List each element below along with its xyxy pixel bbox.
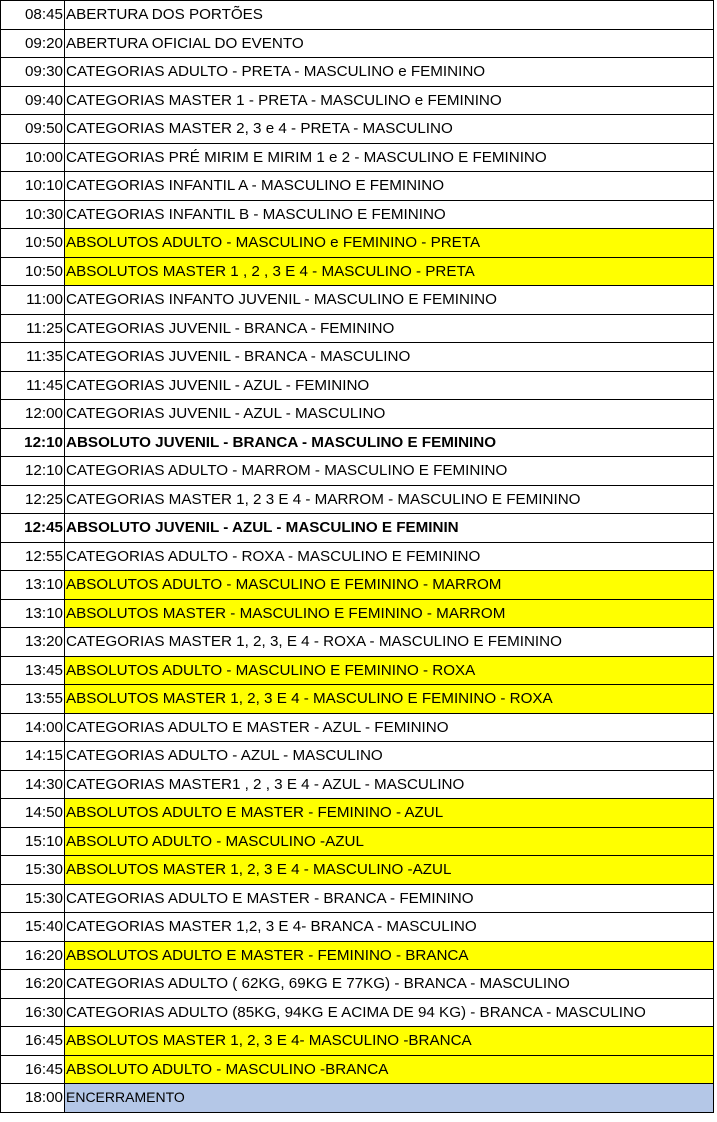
schedule-event-cell: ABERTURA OFICIAL DO EVENTO: [65, 29, 714, 58]
schedule-row: [1, 115, 714, 144]
schedule-row: [1, 229, 714, 258]
schedule-time-cell: 14:30: [1, 770, 65, 799]
schedule-time-cell: 15:30: [1, 856, 65, 885]
schedule-time-cell: 13:55: [1, 685, 65, 714]
schedule-row: [1, 770, 714, 799]
schedule-row: [1, 884, 714, 913]
schedule-event-cell: CATEGORIAS ADULTO - MARROM - MASCULINO E FEMININO: [65, 457, 714, 486]
schedule-event-cell: CATEGORIAS MASTER 1, 2 3 E 4 - MARROM - MASCULINO E FEMININO: [65, 485, 714, 514]
schedule-time-cell: 13:10: [1, 571, 65, 600]
schedule-time-cell: 09:20: [1, 29, 65, 58]
schedule-event-cell: ABSOLUTOS MASTER 1, 2, 3 E 4- MASCULINO -BRANCA: [65, 1027, 714, 1056]
schedule-event-cell: CATEGORIAS PRÉ MIRIM E MIRIM 1 e 2 - MASCULINO E FEMININO: [65, 143, 714, 172]
schedule-event-cell: ABSOLUTOS MASTER - MASCULINO E FEMININO - MARROM: [65, 599, 714, 628]
schedule-row: [1, 571, 714, 600]
schedule-event-cell: CATEGORIAS MASTER 1, 2, 3, E 4 - ROXA - MASCULINO E FEMININO: [65, 628, 714, 657]
schedule-time-cell: 13:20: [1, 628, 65, 657]
schedule-event-cell: CATEGORIAS MASTER 2, 3 e 4 - PRETA - MASCULINO: [65, 115, 714, 144]
schedule-time-cell: 10:30: [1, 200, 65, 229]
schedule-row: [1, 542, 714, 571]
schedule-time-cell: 14:50: [1, 799, 65, 828]
schedule-event-cell: CATEGORIAS INFANTIL B - MASCULINO E FEMININO: [65, 200, 714, 229]
schedule-event-cell: CATEGORIAS ADULTO E MASTER - AZUL - FEMININO: [65, 713, 714, 742]
schedule-event-cell: ABSOLUTOS MASTER 1 , 2 , 3 E 4 - MASCULINO - PRETA: [65, 257, 714, 286]
schedule-row: [1, 799, 714, 828]
schedule-event-cell: CATEGORIAS ADULTO - ROXA - MASCULINO E FEMININO: [65, 542, 714, 571]
schedule-row: [1, 200, 714, 229]
schedule-row: [1, 400, 714, 429]
schedule-time-cell: 10:00: [1, 143, 65, 172]
schedule-event-cell: CATEGORIAS MASTER 1 - PRETA - MASCULINO e FEMININO: [65, 86, 714, 115]
schedule-row: [1, 1027, 714, 1056]
schedule-row: [1, 143, 714, 172]
schedule-time-cell: 10:50: [1, 229, 65, 258]
schedule-time-cell: 09:50: [1, 115, 65, 144]
schedule-time-cell: 18:00: [1, 1084, 65, 1113]
schedule-event-cell: CATEGORIAS MASTER 1,2, 3 E 4- BRANCA - MASCULINO: [65, 913, 714, 942]
schedule-row: [1, 599, 714, 628]
schedule-row: [1, 970, 714, 999]
schedule-time-cell: 14:15: [1, 742, 65, 771]
schedule-event-cell: ABSOLUTOS ADULTO - MASCULINO E FEMININO - ROXA: [65, 656, 714, 685]
schedule-row: [1, 343, 714, 372]
schedule-time-cell: 11:00: [1, 286, 65, 315]
schedule-event-cell: CATEGORIAS ADULTO - AZUL - MASCULINO: [65, 742, 714, 771]
schedule-time-cell: 15:10: [1, 827, 65, 856]
schedule-row: [1, 428, 714, 457]
schedule-time-cell: 09:40: [1, 86, 65, 115]
schedule-row: [1, 742, 714, 771]
schedule-event-cell: CATEGORIAS ADULTO (85KG, 94KG E ACIMA DE 94 KG) - BRANCA - MASCULINO: [65, 998, 714, 1027]
schedule-time-cell: 12:55: [1, 542, 65, 571]
schedule-event-cell: CATEGORIAS JUVENIL - AZUL - FEMININO: [65, 371, 714, 400]
schedule-row: [1, 58, 714, 87]
schedule-event-cell: CATEGORIAS MASTER1 , 2 , 3 E 4 - AZUL - MASCULINO: [65, 770, 714, 799]
schedule-event-cell: ABSOLUTO ADULTO - MASCULINO -AZUL: [65, 827, 714, 856]
schedule-row: [1, 1055, 714, 1084]
schedule-row: [1, 685, 714, 714]
schedule-event-cell: CATEGORIAS ADULTO E MASTER - BRANCA - FEMININO: [65, 884, 714, 913]
schedule-time-cell: 11:45: [1, 371, 65, 400]
schedule-time-cell: 10:10: [1, 172, 65, 201]
schedule-time-cell: 12:10: [1, 457, 65, 486]
schedule-time-cell: 15:40: [1, 913, 65, 942]
schedule-event-cell: ABSOLUTO JUVENIL - BRANCA - MASCULINO E FEMININO: [65, 428, 714, 457]
schedule-event-cell: ABSOLUTOS ADULTO - MASCULINO e FEMININO - PRETA: [65, 229, 714, 258]
schedule-row: [1, 485, 714, 514]
schedule-event-cell: ABSOLUTOS ADULTO E MASTER - FEMININO - AZUL: [65, 799, 714, 828]
schedule-row: [1, 913, 714, 942]
schedule-event-cell: ABERTURA DOS PORTÕES: [65, 1, 714, 30]
schedule-event-cell: CATEGORIAS JUVENIL - AZUL - MASCULINO: [65, 400, 714, 429]
schedule-time-cell: 13:45: [1, 656, 65, 685]
schedule-time-cell: 16:45: [1, 1027, 65, 1056]
schedule-row: [1, 286, 714, 315]
schedule-time-cell: 16:20: [1, 941, 65, 970]
schedule-event-cell: ABSOLUTO ADULTO - MASCULINO -BRANCA: [65, 1055, 714, 1084]
schedule-row: [1, 86, 714, 115]
schedule-time-cell: 11:35: [1, 343, 65, 372]
schedule-row: [1, 257, 714, 286]
schedule-time-cell: 10:50: [1, 257, 65, 286]
schedule-row: [1, 856, 714, 885]
schedule-time-cell: 12:25: [1, 485, 65, 514]
schedule-event-cell: ABSOLUTOS MASTER 1, 2, 3 E 4 - MASCULINO -AZUL: [65, 856, 714, 885]
schedule-time-cell: 16:30: [1, 998, 65, 1027]
schedule-time-cell: 11:25: [1, 314, 65, 343]
schedule-event-cell: ENCERRAMENTO: [65, 1084, 714, 1113]
schedule-event-cell: CATEGORIAS INFANTIL A - MASCULINO E FEMININO: [65, 172, 714, 201]
schedule-row: [1, 628, 714, 657]
schedule-row: [1, 29, 714, 58]
schedule-row: [1, 371, 714, 400]
schedule-row: [1, 941, 714, 970]
schedule-time-cell: 13:10: [1, 599, 65, 628]
schedule-event-cell: ABSOLUTOS ADULTO - MASCULINO E FEMININO - MARROM: [65, 571, 714, 600]
schedule-row: [1, 1084, 714, 1113]
schedule-time-cell: 15:30: [1, 884, 65, 913]
schedule-event-cell: CATEGORIAS ADULTO - PRETA - MASCULINO e FEMININO: [65, 58, 714, 87]
schedule-time-cell: 12:00: [1, 400, 65, 429]
schedule-row: [1, 656, 714, 685]
schedule-row: [1, 1, 714, 30]
schedule-row: [1, 314, 714, 343]
schedule-time-cell: 16:20: [1, 970, 65, 999]
schedule-event-cell: ABSOLUTO JUVENIL - AZUL - MASCULINO E FEMININ: [65, 514, 714, 543]
schedule-time-cell: 08:45: [1, 1, 65, 30]
schedule-time-cell: 12:10: [1, 428, 65, 457]
schedule-event-cell: CATEGORIAS JUVENIL - BRANCA - MASCULINO: [65, 343, 714, 372]
schedule-event-cell: CATEGORIAS INFANTO JUVENIL - MASCULINO E FEMININO: [65, 286, 714, 315]
schedule-time-cell: 09:30: [1, 58, 65, 87]
schedule-row: [1, 514, 714, 543]
schedule-event-cell: ABSOLUTOS MASTER 1, 2, 3 E 4 - MASCULINO E FEMININO - ROXA: [65, 685, 714, 714]
schedule-row: [1, 172, 714, 201]
schedule-row: [1, 827, 714, 856]
schedule-event-cell: CATEGORIAS ADULTO ( 62KG, 69KG E 77KG) - BRANCA - MASCULINO: [65, 970, 714, 999]
schedule-time-cell: 14:00: [1, 713, 65, 742]
schedule-body: [1, 1, 714, 1113]
schedule-row: [1, 998, 714, 1027]
schedule-time-cell: 16:45: [1, 1055, 65, 1084]
schedule-row: [1, 713, 714, 742]
schedule-event-cell: CATEGORIAS JUVENIL - BRANCA - FEMININO: [65, 314, 714, 343]
schedule-time-cell: 12:45: [1, 514, 65, 543]
schedule-row: [1, 457, 714, 486]
schedule-event-cell: ABSOLUTOS ADULTO E MASTER - FEMININO - BRANCA: [65, 941, 714, 970]
